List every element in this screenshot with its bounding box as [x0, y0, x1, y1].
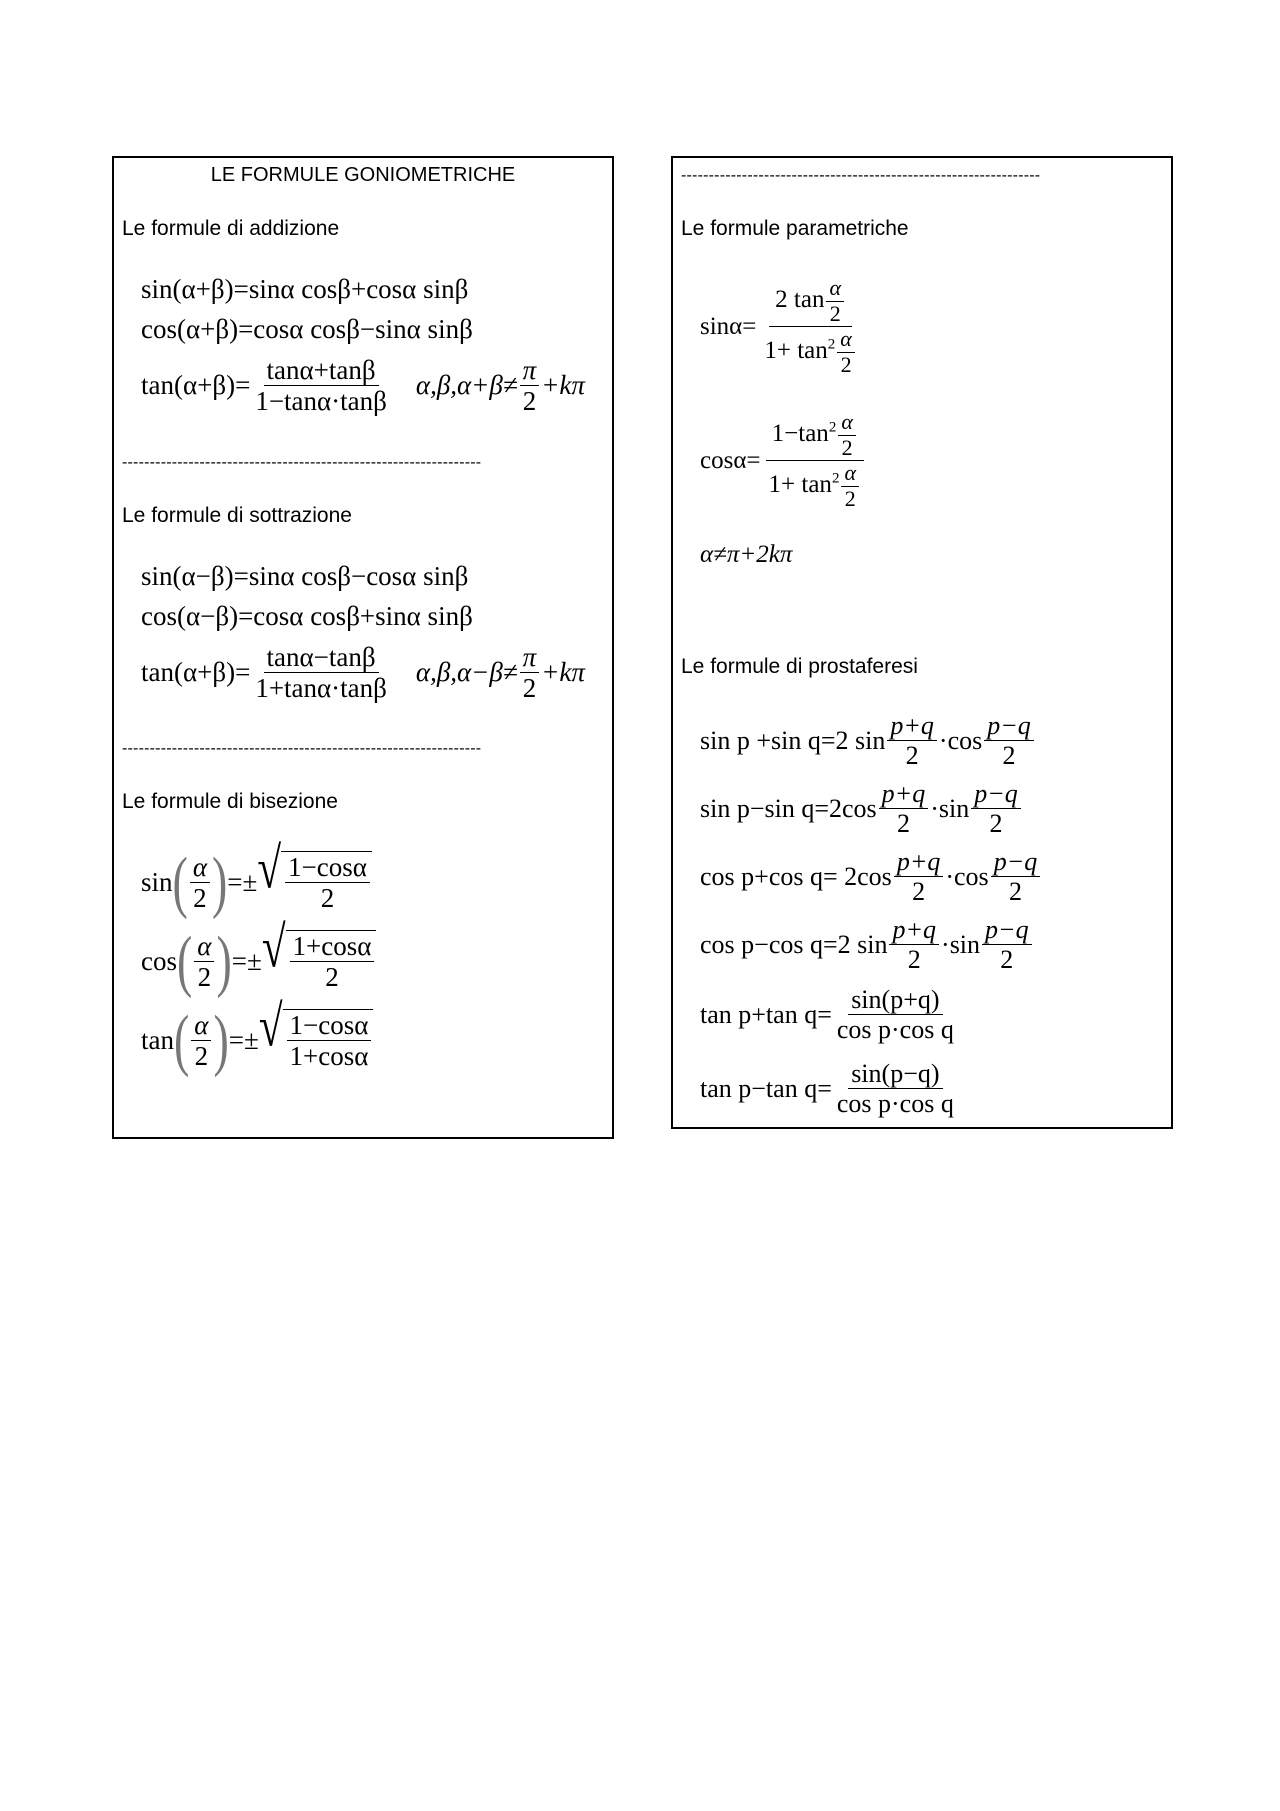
frac-denominator: 2 — [829, 300, 841, 326]
frac-numerator: sin(p+q) — [848, 985, 942, 1015]
formula-add-sin: sin(α+β)=sinα cosβ+cosα sinβ — [141, 274, 469, 304]
half-angle-frac — [838, 410, 856, 460]
prost-lhs: cos p−cos q=2 sin — [700, 929, 888, 959]
prost-lhs: cos p+cos q= 2cos — [700, 861, 892, 891]
equals-pm: =± — [227, 866, 258, 897]
condition-frac — [520, 642, 540, 703]
right-paren: ) — [216, 922, 232, 999]
bisect-fn: cos — [141, 945, 177, 976]
left-formula-box — [112, 156, 614, 1139]
half-angle-frac — [194, 931, 214, 992]
diff-half-frac — [991, 847, 1041, 906]
condition-tail: +kπ — [541, 657, 585, 688]
sum-half-frac — [887, 711, 937, 770]
prost-lhs: tan p−tan q= — [700, 1073, 832, 1103]
formula-prost-1 — [700, 711, 1036, 770]
frac-denominator: 2 — [905, 741, 919, 771]
left-paren: ( — [172, 843, 188, 920]
half-angle-frac — [837, 327, 855, 377]
sum-half-frac — [879, 779, 929, 838]
frac-denominator: cos p·cos q — [836, 1015, 954, 1045]
prost-mid: ·cos — [938, 725, 983, 755]
param-condition: α≠π+2kπ — [700, 541, 793, 568]
formula-bisect-tan — [141, 995, 373, 1078]
formula-sub-cos: cos(α−β)=cosα cosβ+sinα sinβ — [141, 601, 473, 631]
radical-sign: √ — [261, 916, 286, 980]
square-root — [261, 916, 377, 993]
formula-prost-2 — [700, 779, 1023, 838]
radicand-frac — [285, 852, 370, 913]
condition-frac — [520, 355, 540, 416]
frac-denominator — [758, 327, 862, 377]
frac-denominator: 2 — [912, 877, 926, 907]
bisect-fn: tan — [141, 1024, 174, 1055]
frac-denominator: 2 — [325, 962, 339, 993]
frac-denominator: 2 — [522, 673, 537, 704]
formula-sub-tan — [141, 642, 585, 703]
formula-bisect-sin — [141, 837, 372, 920]
left-paren: ( — [177, 922, 193, 999]
formula-sub-sin: sin(α−β)=sinα cosβ−cosα sinβ — [141, 561, 469, 591]
frac-denominator — [763, 461, 867, 511]
sum-half-frac — [894, 847, 944, 906]
equals-pm: =± — [231, 945, 262, 976]
frac-numerator: p+q — [879, 779, 929, 809]
separator: ----------------------------------------------------------------- — [122, 454, 482, 471]
frac-numerator: p−q — [991, 847, 1041, 877]
prost-lhs: sin p−sin q=2cos — [700, 793, 877, 823]
frac-denominator: 2 — [896, 809, 910, 839]
formula-bisect-cos — [141, 916, 376, 999]
frac-numerator — [766, 410, 864, 461]
formula-add-tan-lhs: tan(α+β)= — [141, 370, 251, 401]
radical-sign: √ — [257, 837, 282, 901]
prost-lhs: tan p+tan q= — [700, 999, 832, 1029]
half-angle-frac — [841, 461, 859, 511]
equals-pm: =± — [228, 1024, 259, 1055]
formula-sub-tan-frac — [252, 642, 390, 703]
frac-numerator: α — [837, 327, 855, 353]
left-paren: ( — [174, 1001, 190, 1078]
sum-half-frac — [889, 915, 939, 974]
page-title: LE FORMULE GONIOMETRICHE — [210, 164, 516, 186]
half-angle-frac — [191, 1010, 211, 1071]
exponent: 2 — [827, 336, 836, 353]
frac-numerator — [769, 276, 852, 327]
param-sin-frac — [758, 276, 862, 378]
frac-denominator: 1−tanα·tanβ — [255, 386, 387, 417]
frac-numerator: π — [520, 642, 540, 673]
radicand-frac — [290, 931, 375, 992]
heading-parametriche: Le formule parametriche — [681, 217, 909, 240]
frac-numerator: p+q — [887, 711, 937, 741]
param-cos-lhs: cosα= — [700, 447, 761, 475]
denominator-text: 1+ tan — [764, 337, 828, 365]
diff-half-frac — [971, 779, 1021, 838]
right-formula-box — [671, 156, 1173, 1129]
frac-denominator: 2 — [841, 434, 853, 460]
half-angle-frac — [190, 852, 210, 913]
formula-sub-tan-lhs: tan(α+β)= — [141, 657, 251, 688]
frac-numerator: α — [826, 276, 844, 302]
frac-denominator: 1+cosα — [289, 1041, 369, 1072]
frac-denominator: 2 — [1002, 741, 1016, 771]
frac-numerator: p−q — [982, 915, 1032, 945]
frac-denominator: 2 — [522, 386, 537, 417]
param-sin-lhs: sinα= — [700, 313, 757, 341]
right-paren: ) — [212, 843, 228, 920]
frac-denominator: 2 — [1008, 877, 1022, 907]
frac-denominator: 2 — [907, 945, 921, 975]
frac-denominator: 2 — [989, 809, 1003, 839]
param-cos-frac — [763, 410, 867, 512]
frac-denominator: 1+tanα·tanβ — [255, 673, 387, 704]
formula-prost-5 — [700, 985, 959, 1044]
numerator-text: 2 tan — [775, 285, 825, 313]
frac-numerator: tanα+tanβ — [264, 355, 379, 386]
separator: ----------------------------------------------------------------- — [681, 167, 1041, 184]
formula-sub-condition: α,β,α−β≠ — [415, 657, 518, 688]
formula-prost-6 — [700, 1059, 959, 1118]
frac-numerator: α — [190, 852, 210, 883]
frac-numerator: 1−cosα — [285, 852, 370, 883]
square-root — [257, 837, 372, 914]
heading-addizione: Le formule di addizione — [122, 217, 340, 240]
formula-add-cos: cos(α+β)=cosα cosβ−sinα sinβ — [141, 314, 473, 344]
frac-numerator: 1−cosα — [287, 1010, 372, 1041]
radical-sign: √ — [258, 995, 283, 1059]
diff-half-frac — [984, 711, 1034, 770]
frac-numerator: 1+cosα — [290, 931, 375, 962]
heading-bisezione: Le formule di bisezione — [122, 790, 338, 813]
formula-param-sin — [700, 276, 865, 378]
numerator-text: 1−tan — [771, 419, 829, 447]
radicand-frac — [287, 1010, 372, 1071]
frac-denominator: 2 — [844, 485, 856, 511]
denominator-text: 1+ tan — [768, 471, 832, 499]
formula-prost-4 — [700, 915, 1034, 974]
frac-numerator: p−q — [971, 779, 1021, 809]
frac-numerator: tanα−tanβ — [264, 642, 379, 673]
exponent: 2 — [828, 419, 837, 436]
frac-numerator: p+q — [894, 847, 944, 877]
frac-numerator: π — [520, 355, 540, 386]
diff-half-frac — [982, 915, 1032, 974]
frac-numerator: α — [838, 410, 856, 436]
frac-numerator: α — [191, 1010, 211, 1041]
frac-denominator: 2 — [1000, 945, 1014, 975]
frac-denominator: 2 — [193, 882, 207, 913]
frac-denominator: 2 — [840, 351, 852, 377]
condition-tail: +kπ — [541, 370, 585, 401]
heading-prostaferesi: Le formule di prostaferesi — [681, 655, 918, 678]
tan-sum-frac — [834, 985, 957, 1044]
exponent: 2 — [831, 470, 840, 487]
tan-diff-frac — [834, 1059, 957, 1118]
frac-denominator: 2 — [194, 1040, 209, 1071]
formula-add-condition: α,β,α+β≠ — [415, 370, 518, 401]
frac-denominator: 2 — [197, 961, 212, 992]
formula-add-tan-frac — [252, 355, 390, 416]
heading-sottrazione: Le formule di sottrazione — [122, 504, 352, 527]
frac-denominator: 2 — [320, 883, 335, 914]
frac-numerator: α — [194, 931, 214, 962]
prost-mid: ·sin — [941, 929, 981, 959]
formula-param-cos — [700, 410, 869, 512]
frac-numerator: p−q — [984, 711, 1034, 741]
separator: ----------------------------------------------------------------- — [122, 740, 482, 757]
prost-mid: ·cos — [945, 861, 989, 891]
square-root — [258, 995, 374, 1072]
frac-numerator: p+q — [889, 915, 939, 945]
half-angle-frac — [826, 276, 844, 326]
frac-numerator: sin(p−q) — [848, 1059, 942, 1089]
prost-mid: ·sin — [930, 793, 970, 823]
right-paren: ) — [213, 1001, 229, 1078]
formula-add-tan — [141, 355, 585, 416]
formula-prost-3 — [700, 847, 1042, 906]
frac-numerator: α — [841, 461, 859, 487]
frac-denominator: cos p·cos q — [836, 1089, 954, 1119]
bisect-fn: sin — [141, 866, 173, 897]
prost-lhs: sin p +sin q=2 sin — [700, 725, 886, 755]
